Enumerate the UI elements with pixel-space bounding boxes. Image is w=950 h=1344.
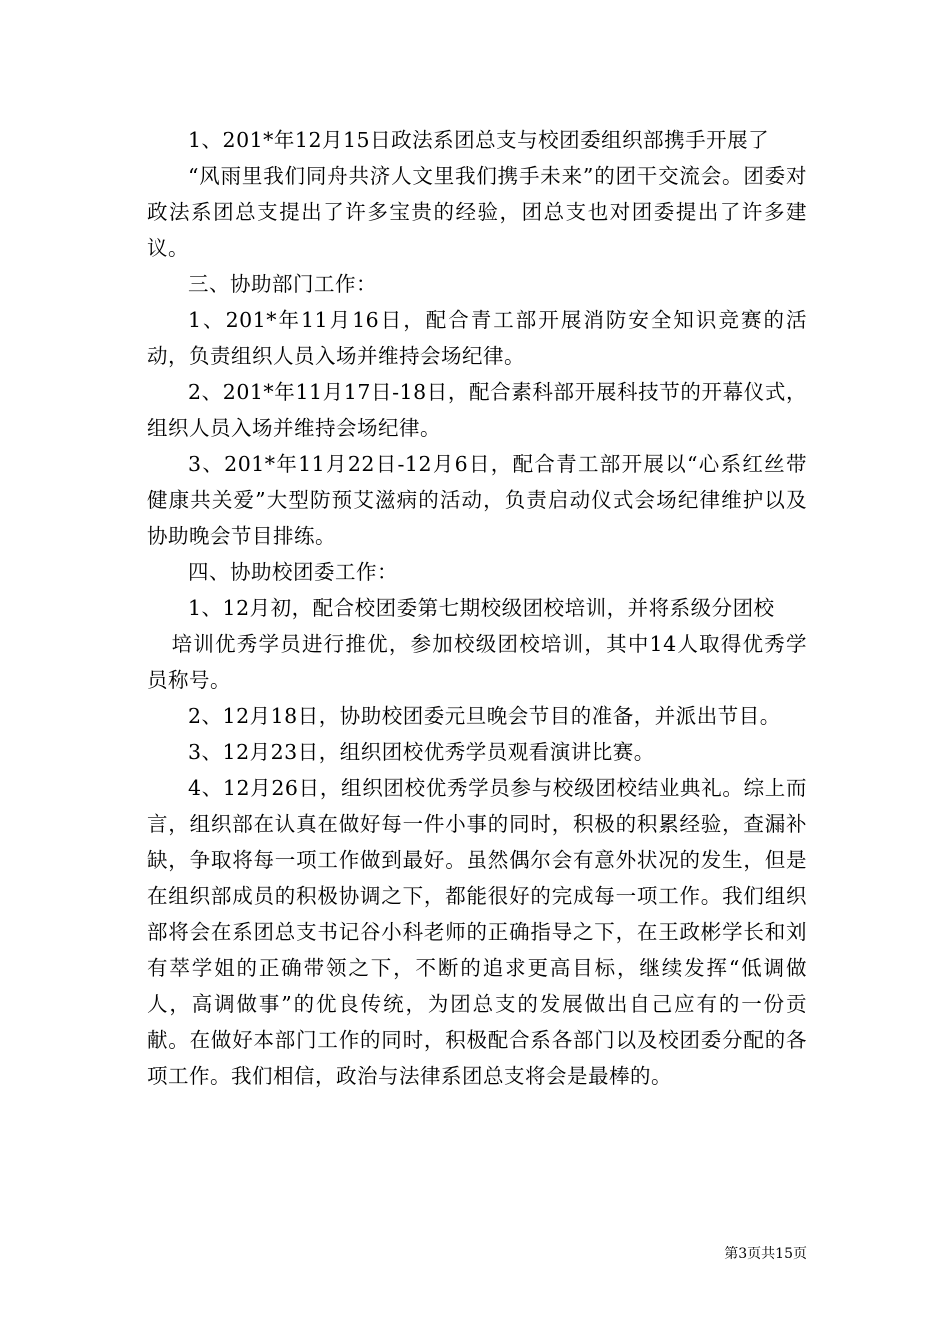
document-body (147, 122, 807, 1094)
paragraph-4: 1、201*年11月16日，配合青工部开展消防安全知识竞赛的活动，负责组织人员入场并维持会场纪律。 (147, 308, 807, 368)
paragraph-6: 3、201*年11月22日-12月6日，配合青工部开展以“心系红丝带健康共关爱”大型防预艾滋病的活动，负责启动仪式会场纪律维护以及协助晚会节目排练。 (147, 452, 807, 548)
paragraph-5: 2、201*年11月17日-18日，配合素科部开展科技节的开幕仪式，组织人员入场并维持会场纪律。 (147, 380, 807, 440)
paragraph-1: 1、201*年12月15日政法系团总支与校团委组织部携手开展了 (188, 128, 770, 152)
paragraph-9: 培训优秀学员进行推优，参加校级团校培训，其中14人取得优秀学员称号。 (147, 632, 807, 692)
paragraph-2: “风雨里我们同舟共济人文里我们携手未来”的团干交流会。团委对政法系团总支提出了许多宝贵的经验，团总支也对团委提出了许多建议。 (147, 164, 807, 260)
paragraph-8: 1、12月初，配合校团委第七期校级团校培训，并将系级分团校 (188, 596, 775, 620)
section-heading-3: 三、协助部门工作： (188, 272, 377, 296)
paragraph-10: 2、12月18日，协助校团委元旦晚会节目的准备，并派出节目。 (188, 704, 781, 728)
page-number: 第3页共15页 (724, 1246, 807, 1262)
paragraph-12: 4、12月26日，组织团校优秀学员参与校级团校结业典礼。综上而言，组织部在认真在做好每一件小事的同时，积极的积累经验，查漏补缺，争取将每一项工作做到最好。虽然偶尔会有意外状况的发生，但是在组织部成员的积极协调之下，都能很好的完成每一项工作。我们组织部将会在系团总支书记谷小科老师的正确指导之下，在王政彬学长和刘有萃学姐的正确带领之下，不断的追求更高目标，继续发挥“低调做人，高调做事”的优良传统，为团总支的发展做出自己应有的一份贡献。在做好本部门工作的同时，积极配合系各部门以及校团委分配的各项工作。我们相信，政治与法律系团总支将会是最棒的。 (147, 776, 807, 1088)
paragraph-11: 3、12月23日，组织团校优秀学员观看演讲比赛。 (188, 740, 655, 764)
section-heading-4: 四、协助校团委工作： (188, 560, 398, 584)
